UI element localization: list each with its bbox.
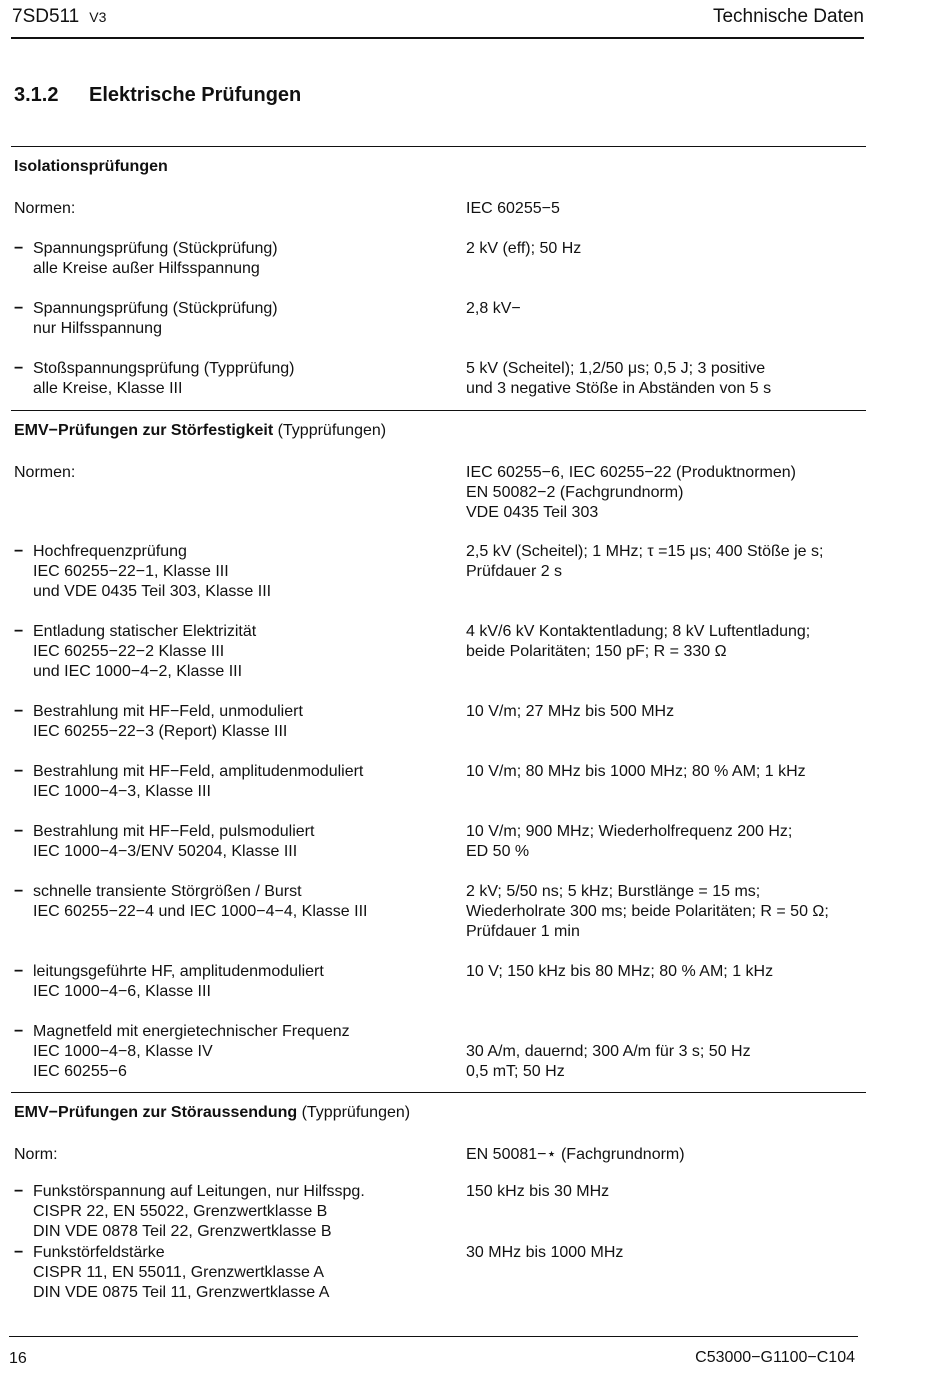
header-product bbox=[12, 6, 106, 28]
section-number: 3.1.2 bbox=[14, 84, 59, 106]
iso-row-2-value: 2,8 kV− bbox=[466, 300, 521, 317]
emv2-norm-value: EN 50081−⋆ (Fachgrundnorm) bbox=[466, 1146, 685, 1163]
emv1-norm-label: Normen: bbox=[14, 464, 76, 481]
emv1-row-3-label: Bestrahlung mit HF−Feld, unmoduliert IEC 60255−22−3 (Report) Klasse III bbox=[33, 703, 303, 740]
iso-norm-label: Normen: bbox=[14, 200, 76, 217]
bullet-dash: − bbox=[14, 300, 24, 317]
emv1-row-8-value: 30 A/m, dauernd; 300 A/m für 3 s; 50 Hz 0,5 mT; 50 Hz bbox=[466, 1043, 751, 1080]
emv1-row-1-label: Hochfrequenzprüfung IEC 60255−22−1, Klasse III und VDE 0435 Teil 303, Klasse III bbox=[33, 543, 272, 600]
iso-row-1-label: Spannungsprüfung (Stückprüfung) alle Kreise außer Hilfsspannung bbox=[33, 240, 278, 277]
bullet-dash: − bbox=[14, 1023, 24, 1040]
emv1-row-6-value: 2 kV; 5/50 ns; 5 kHz; Burstlänge = 15 ms; Wiederholrate 300 ms; beide Polaritäten; R = 50 Ω; Prüfdauer 1 min bbox=[466, 883, 829, 940]
divider bbox=[11, 410, 866, 411]
emv1-row-6-label: schnelle transiente Störgrößen / Burst IEC 60255−22−4 und IEC 1000−4−4, Klasse III bbox=[33, 883, 368, 920]
emv2-row-2-value: 30 MHz bis 1000 MHz bbox=[466, 1244, 624, 1261]
emv1-row-3-value: 10 V/m; 27 MHz bis 500 MHz bbox=[466, 703, 675, 720]
emv1-row-5-label: Bestrahlung mit HF−Feld, pulsmoduliert IEC 1000−4−3/ENV 50204, Klasse III bbox=[33, 823, 315, 860]
document-id: C53000−G1100−C104 bbox=[695, 1349, 855, 1366]
bullet-dash: − bbox=[14, 963, 24, 980]
emv1-row-7-label: leitungsgeführte HF, amplitudenmoduliert IEC 1000−4−6, Klasse III bbox=[33, 963, 324, 1000]
iso-norm-value: IEC 60255−5 bbox=[466, 200, 560, 217]
emv1-heading: EMV−Prüfungen zur Störfestigkeit (Typprüfungen) bbox=[14, 422, 387, 439]
emv1-row-4-label: Bestrahlung mit HF−Feld, amplitudenmoduliert IEC 1000−4−3, Klasse III bbox=[33, 763, 364, 800]
iso-row-3-label: Stoßspannungsprüfung (Typprüfung) alle Kreise, Klasse III bbox=[33, 360, 295, 397]
bullet-dash: − bbox=[14, 883, 24, 900]
divider bbox=[11, 1092, 866, 1093]
emv1-row-4-value: 10 V/m; 80 MHz bis 1000 MHz; 80 % AM; 1 kHz bbox=[466, 763, 806, 780]
emv2-norm-label: Norm: bbox=[14, 1146, 58, 1163]
emv1-row-2-value: 4 kV/6 kV Kontaktentladung; 8 kV Luftentladung; beide Polaritäten; 150 pF; R = 330 Ω bbox=[466, 623, 811, 660]
footer-rule bbox=[9, 1336, 858, 1337]
bullet-dash: − bbox=[14, 240, 24, 257]
header-section: Technische Daten bbox=[712, 6, 864, 27]
iso-row-3-value: 5 kV (Scheitel); 1,2/50 μs; 0,5 J; 3 positive und 3 negative Stöße in Abständen von 5 s bbox=[466, 360, 772, 397]
emv1-row-7-value: 10 V; 150 kHz bis 80 MHz; 80 % AM; 1 kHz bbox=[466, 963, 774, 980]
header-rule bbox=[11, 37, 864, 39]
bullet-dash: − bbox=[14, 763, 24, 780]
page-number: 16 bbox=[9, 1350, 27, 1367]
iso-row-2-label: Spannungsprüfung (Stückprüfung) nur Hilfsspannung bbox=[33, 300, 278, 337]
emv1-norm-values: IEC 60255−6, IEC 60255−22 (Produktnormen) EN 50082−2 (Fachgrundnorm) VDE 0435 Teil 303 bbox=[466, 464, 796, 521]
emv1-row-1-value: 2,5 kV (Scheitel); 1 MHz; τ =15 μs; 400 Stöße je s; Prüfdauer 2 s bbox=[466, 543, 824, 580]
emv2-row-1-label: Funkstörspannung auf Leitungen, nur Hilfsspg. CISPR 22, EN 55022, Grenzwertklasse B DIN VDE 0878 Teil 22, Grenzwertklasse B bbox=[33, 1183, 365, 1240]
section-title-text: Elektrische Prüfungen bbox=[89, 84, 302, 106]
iso-heading: Isolationsprüfungen bbox=[14, 158, 168, 175]
emv1-row-8-label: Magnetfeld mit energietechnischer Frequenz IEC 1000−4−8, Klasse IV IEC 60255−6 bbox=[33, 1023, 350, 1080]
product-name: 7SD511 bbox=[12, 6, 80, 27]
emv2-row-2-label: Funkstörfeldstärke CISPR 11, EN 55011, Grenzwertklasse A DIN VDE 0875 Teil 11, Grenzwertklasse A bbox=[33, 1244, 330, 1301]
bullet-dash: − bbox=[14, 703, 24, 720]
product-version: V3 bbox=[89, 9, 107, 25]
divider bbox=[11, 146, 866, 147]
bullet-dash: − bbox=[14, 360, 24, 377]
iso-row-1-value: 2 kV (eff); 50 Hz bbox=[466, 240, 582, 257]
section-title bbox=[14, 84, 301, 107]
emv2-heading: EMV−Prüfungen zur Störaussendung (Typprüfungen) bbox=[14, 1104, 411, 1121]
bullet-dash: − bbox=[14, 823, 24, 840]
bullet-dash: − bbox=[14, 623, 24, 640]
emv1-row-5-value: 10 V/m; 900 MHz; Wiederholfrequenz 200 Hz; ED 50 % bbox=[466, 823, 793, 860]
bullet-dash: − bbox=[14, 543, 24, 560]
emv1-row-2-label: Entladung statischer Elektrizität IEC 60255−22−2 Klasse III und IEC 1000−4−2, Klasse III bbox=[33, 623, 257, 680]
bullet-dash: − bbox=[14, 1244, 24, 1261]
emv2-row-1-value: 150 kHz bis 30 MHz bbox=[466, 1183, 610, 1200]
bullet-dash: − bbox=[14, 1183, 24, 1200]
